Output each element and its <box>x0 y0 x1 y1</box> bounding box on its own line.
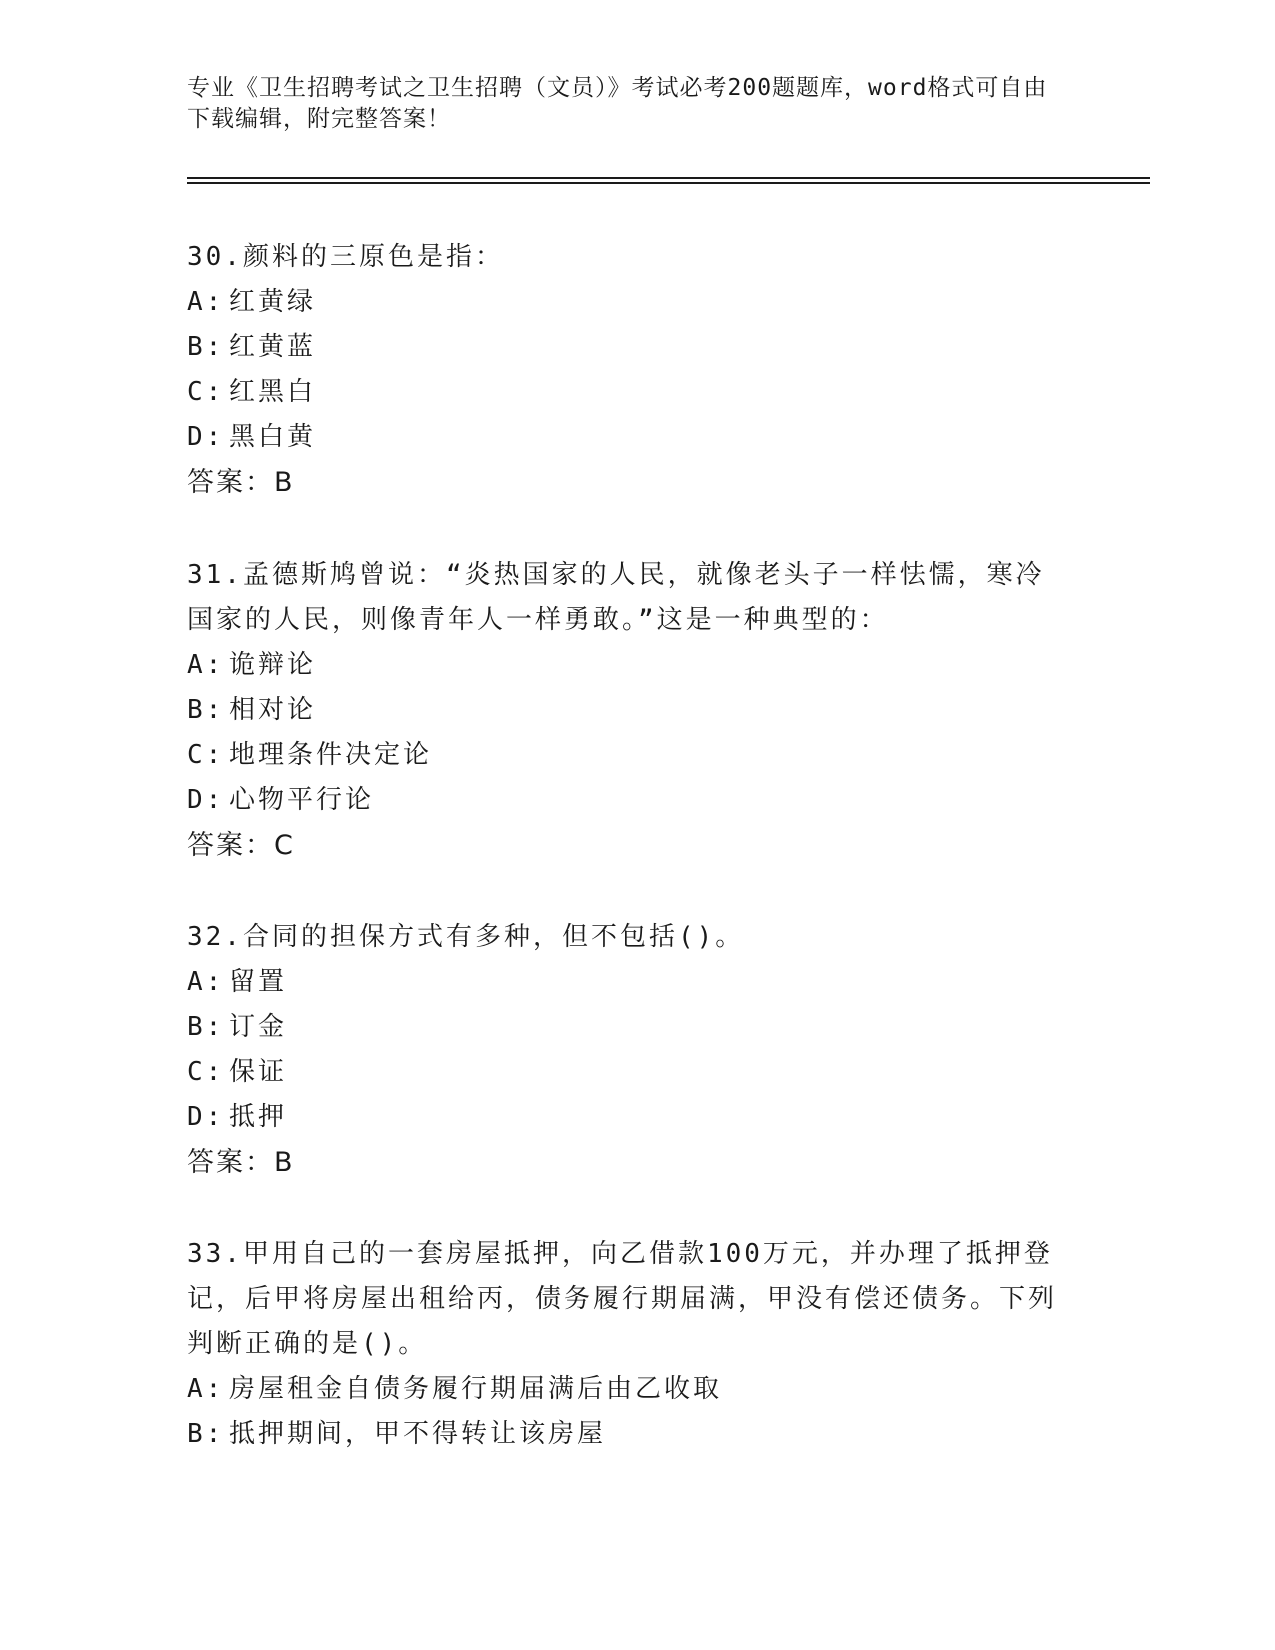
question-stem: 33.甲用自己的一套房屋抵押，向乙借款100万元，并办理了抵押登记，后甲将房屋出租给丙，债务履行期届满，甲没有偿还债务。下列判断正确的是()。 <box>187 1239 1058 1359</box>
option-letter: D: <box>187 785 225 815</box>
option-d <box>187 1095 1067 1140</box>
option-letter: C: <box>187 377 225 407</box>
question-stem: 32.合同的担保方式有多种，但不包括()。 <box>187 922 745 952</box>
option-text: 黑白黄 <box>229 422 317 452</box>
option-text: 订金 <box>229 1012 288 1042</box>
answer-line: 答案：B <box>187 1147 295 1178</box>
option-text: 保证 <box>229 1057 288 1087</box>
option-c <box>187 370 1067 415</box>
option-b <box>187 1412 1067 1457</box>
option-b <box>187 688 1067 733</box>
question-33 <box>187 1232 1067 1457</box>
option-letter: A: <box>187 287 225 317</box>
question-31 <box>187 553 1067 868</box>
answer-line: 答案：B <box>187 467 295 498</box>
question-stem: 30.颜料的三原色是指： <box>187 242 504 272</box>
option-letter: A: <box>187 967 225 997</box>
option-letter: B: <box>187 1419 225 1449</box>
option-a <box>187 643 1067 688</box>
header-divider-top <box>187 177 1150 179</box>
option-a <box>187 280 1067 325</box>
question-30 <box>187 235 1067 505</box>
option-letter: D: <box>187 422 225 452</box>
option-b <box>187 1005 1067 1050</box>
option-d <box>187 778 1067 823</box>
option-text: 留置 <box>229 967 288 997</box>
option-letter: B: <box>187 1012 225 1042</box>
option-text: 房屋租金自债务履行期届满后由乙收取 <box>229 1374 723 1404</box>
question-32 <box>187 915 1067 1185</box>
option-text: 抵押 <box>229 1102 288 1132</box>
option-text: 地理条件决定论 <box>229 740 433 770</box>
answer-line: 答案：C <box>187 830 295 861</box>
option-text: 红黄蓝 <box>229 332 317 362</box>
question-stem: 31.孟德斯鸠曾说：“炎热国家的人民，就像老头子一样怯懦，寒冷国家的人民，则像青年人一样勇敢。”这是一种典型的： <box>187 560 1045 635</box>
option-text: 红黄绿 <box>229 287 317 317</box>
option-letter: C: <box>187 1057 225 1087</box>
option-text: 心物平行论 <box>229 785 375 815</box>
option-text: 诡辩论 <box>229 650 317 680</box>
option-b <box>187 325 1067 370</box>
option-letter: B: <box>187 332 225 362</box>
option-a <box>187 960 1067 1005</box>
option-letter: D: <box>187 1102 225 1132</box>
option-d <box>187 415 1067 460</box>
option-letter: B: <box>187 695 225 725</box>
header-divider-bottom <box>187 182 1150 184</box>
option-a <box>187 1367 1067 1412</box>
option-letter: A: <box>187 1374 225 1404</box>
option-text: 红黑白 <box>229 377 317 407</box>
document-intro: 专业《卫生招聘考试之卫生招聘（文员）》考试必考200题题库，word格式可自由下载编辑，附完整答案！ <box>187 75 1048 132</box>
option-text: 抵押期间，甲不得转让该房屋 <box>229 1419 607 1449</box>
option-letter: A: <box>187 650 225 680</box>
option-letter: C: <box>187 740 225 770</box>
option-c <box>187 733 1067 778</box>
option-text: 相对论 <box>229 695 317 725</box>
option-c <box>187 1050 1067 1095</box>
